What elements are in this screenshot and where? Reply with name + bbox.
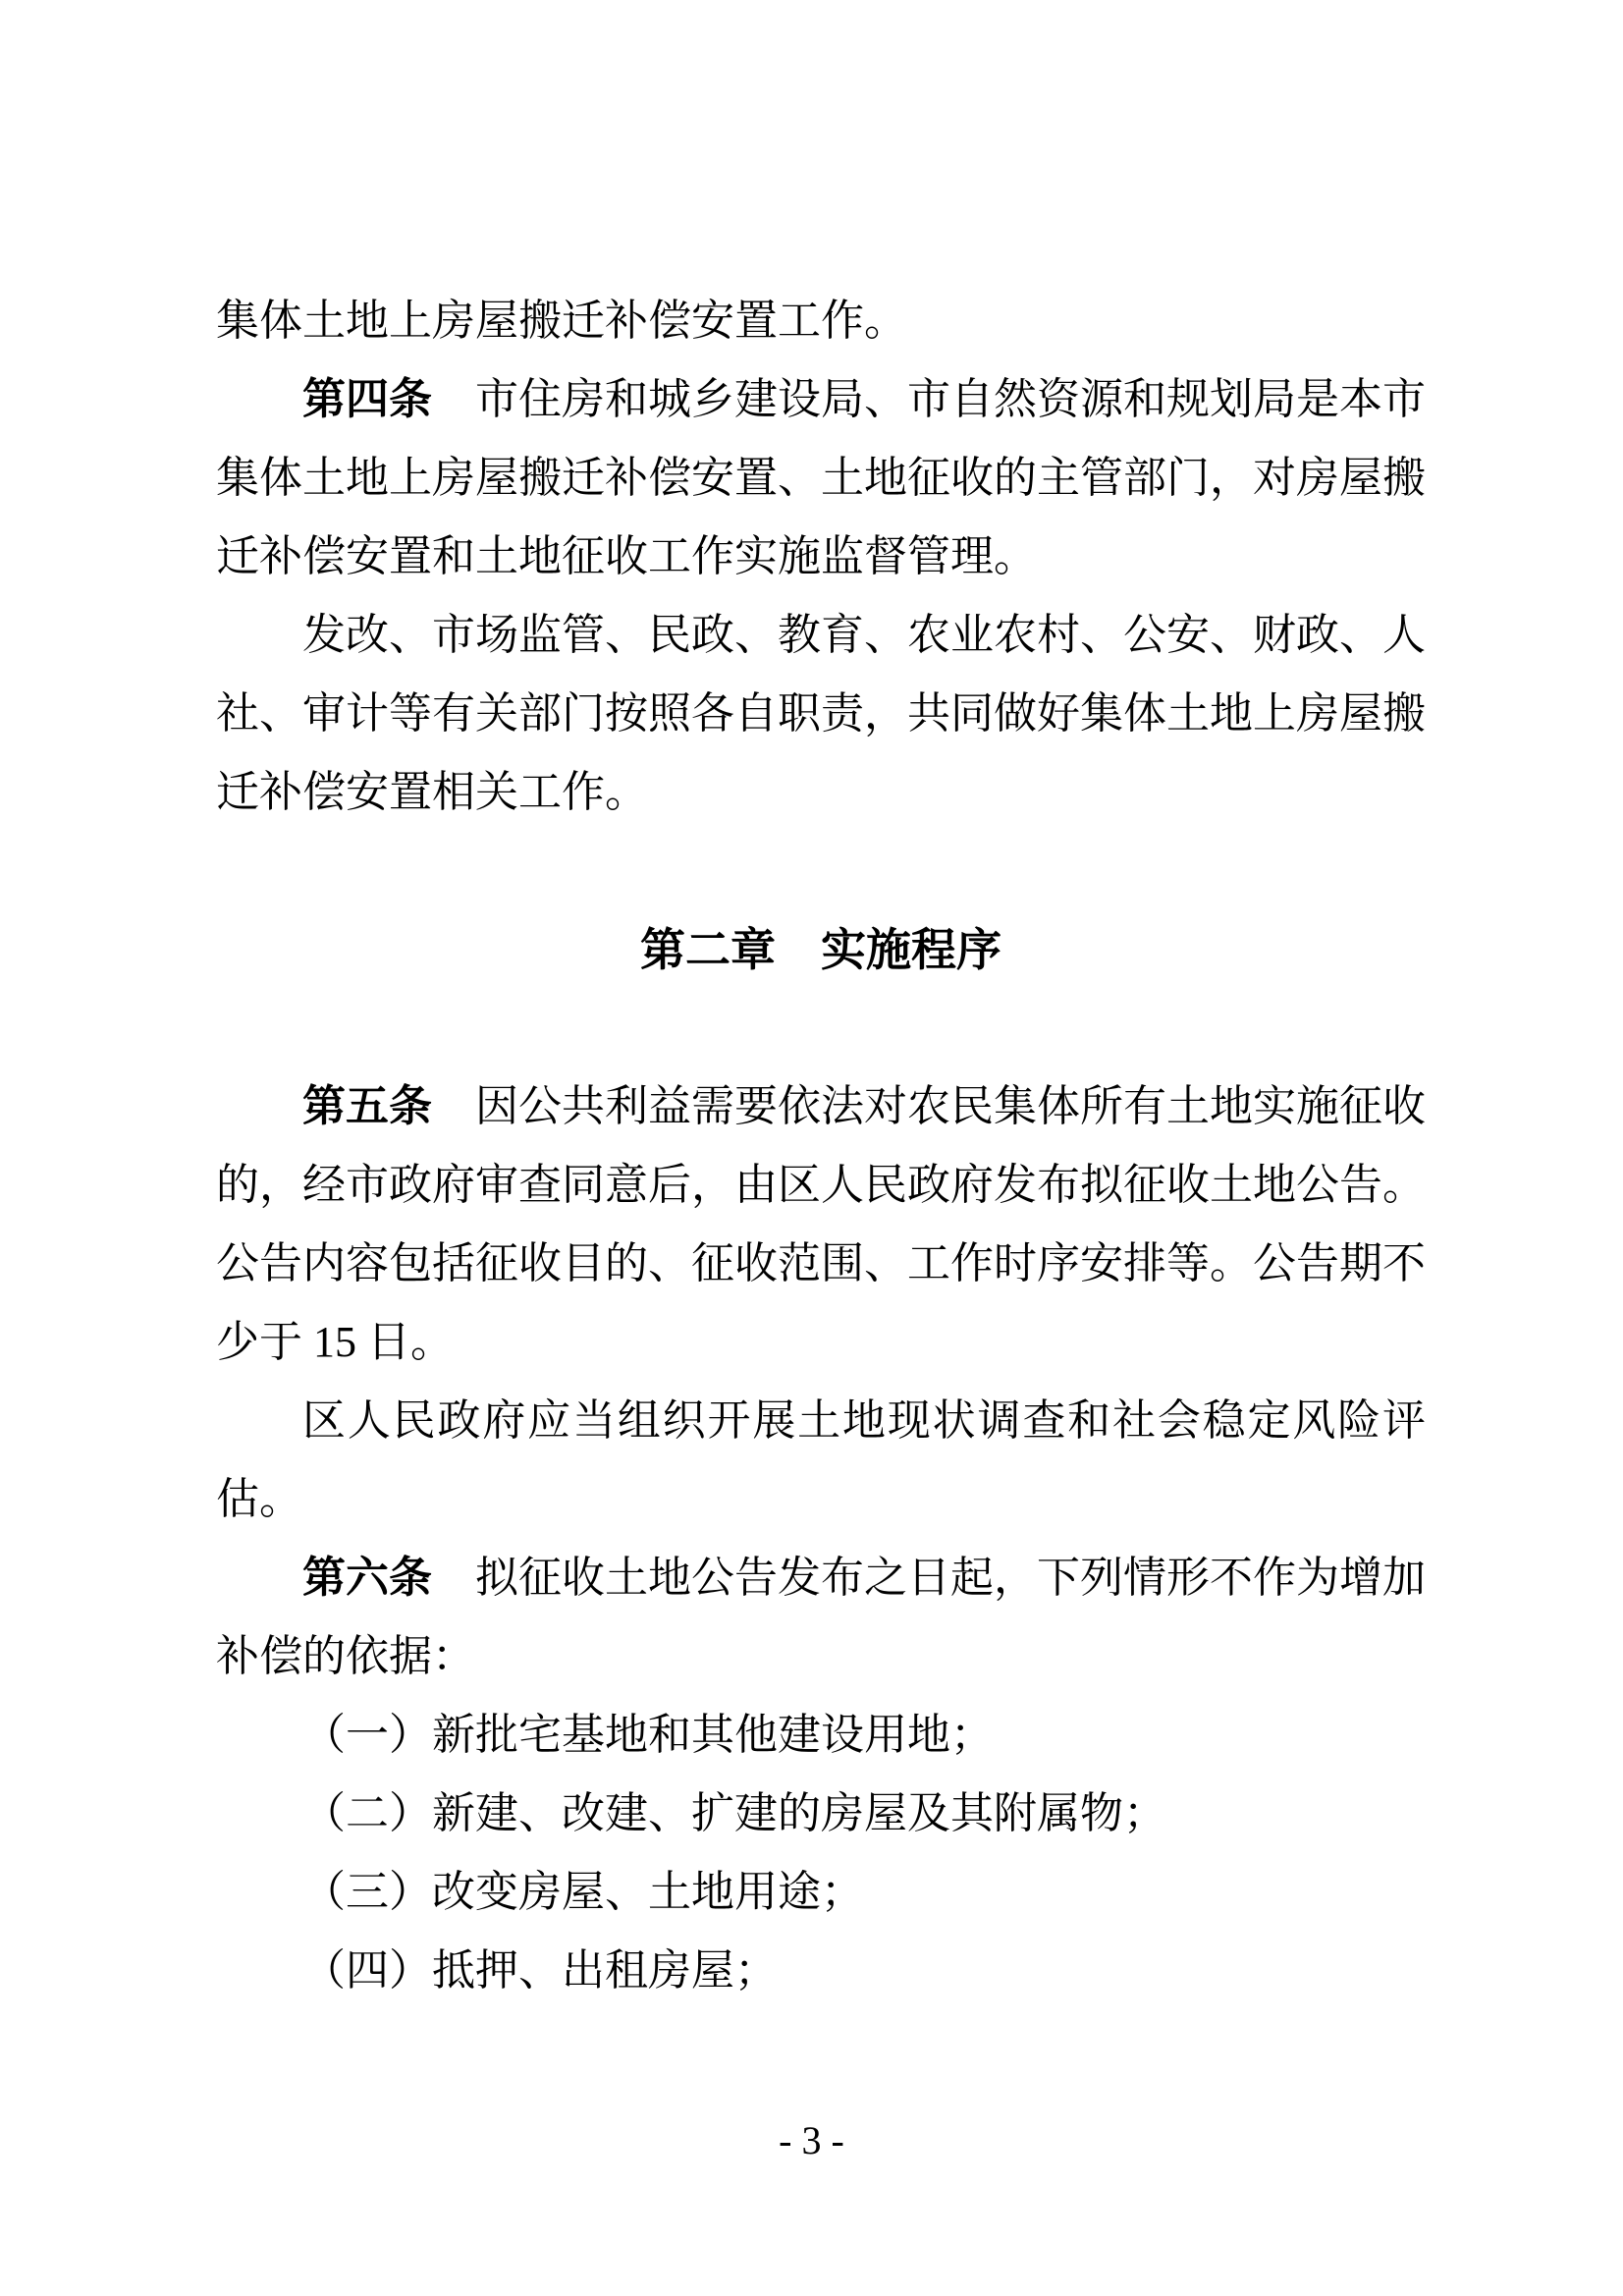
list-item-1: （一）新批宅基地和其他建设用地； [302, 1711, 994, 1759]
page-number: - 3 - [779, 2118, 844, 2162]
article-5-text: 因公共利益需要依法对农民集体所有土地实施征收的，经市政府审查同意后，由区人民政府发布拟征收土地公告。公告内容包括征收目的、征收范围、工作时序安排等。公告期不少于 15 日。 [216, 1082, 1426, 1366]
paragraph-article-5 [216, 1067, 1426, 1382]
article-5-label: 第五条 [302, 1082, 432, 1130]
article-6-text: 拟征收土地公告发布之日起，下列情形不作为增加补偿的依据： [216, 1554, 1426, 1680]
article-4-label: 第四条 [302, 375, 432, 423]
document-body [216, 282, 1426, 2010]
article-4-text: 市住房和城乡建设局、市自然资源和规划局是本市集体土地上房屋搬迁补偿安置、土地征收的主管部门，对房屋搬迁补偿安置和土地征收工作实施监督管理。 [216, 375, 1426, 580]
list-item-4: （四）抵押、出租房屋； [302, 1946, 778, 1995]
paragraph-article-6 [216, 1539, 1426, 1696]
list-item-3: （三）改变房屋、土地用途； [302, 1868, 864, 1916]
paragraph-continuation: 集体土地上房屋搬迁补偿安置工作。 [216, 297, 907, 345]
paragraph-survey: 区人民政府应当组织开展土地现状调查和社会稳定风险评估。 [216, 1396, 1426, 1523]
article-6-label: 第六条 [302, 1554, 432, 1602]
paragraph-article-4 [216, 360, 1426, 596]
chapter-2-heading: 第二章 实施程序 [640, 924, 1001, 975]
list-item-2: （二）新建、改建、扩建的房屋及其附属物； [302, 1789, 1166, 1837]
paragraph-departments: 发改、市场监管、民政、教育、农业农村、公安、财政、人社、审计等有关部门按照各自职责，共同做好集体土地上房屋搬迁补偿安置相关工作。 [216, 611, 1426, 816]
